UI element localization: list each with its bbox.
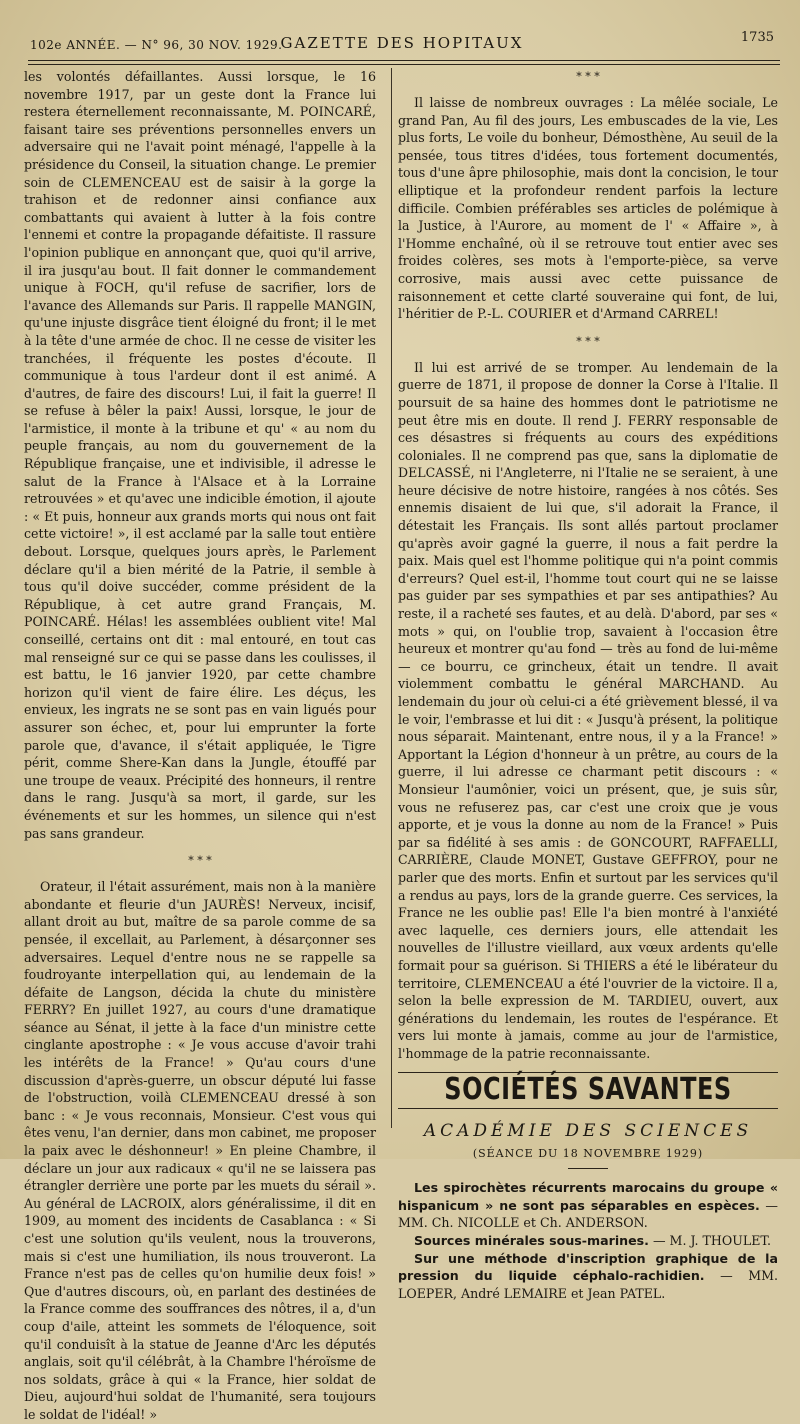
section-title: SOCIÉTÉS SAVANTES [444, 1071, 732, 1107]
page-header [22, 30, 782, 56]
communication-entry [398, 1232, 778, 1250]
communication-authors: — MM. LOEPER, André LEMAIRE et Jean PATEL. [398, 1268, 778, 1301]
header-rule [28, 60, 780, 61]
section-stars: * * * [188, 854, 212, 868]
page-number: 1735 [740, 30, 774, 45]
communication-authors: — MM. Ch. NICOLLE et Ch. ANDERSON. [398, 1197, 778, 1231]
communication-title: Les spirochètes récurrents marocains du groupe « hispanicum » ne sont pas séparables en espèces. [398, 1180, 778, 1213]
journal-title: GAZETTE DES HOPITAUX [280, 34, 524, 52]
right-column [398, 68, 778, 1302]
issue-info: 102e ANNÉE. — N° 96, 30 NOV. 1929. [30, 38, 283, 52]
communication-entry [398, 1250, 778, 1303]
communication-authors: — M. J. THOULET. [648, 1233, 771, 1249]
session-date: (SÉANCE DU 18 NOVEMBRE 1929) [472, 1146, 704, 1160]
article-paragraph: Orateur, il l'était assurément, mais non à la manière abondante et fleurie d'un JAURÈS! Nerveux, incisif, allant droit au but, maître de sa parole comme de sa pensée, il excellait, au Parlement, à désarçonner ses adversaires. Lequel d'entre nous ne se rappelle sa foudroyante interpellation qui, au lendemain de la défaite de Langson, décida la chute du ministère FERRY? En juillet 1927, au cours d'une dramatique séance au Sénat, il jette à la face d'un ministre cette cinglante apostrophe : « Je vous accuse d'avoir trahi les intérêts de la France! » Qu'au cours d'une discussion d'après-guerre, un obscur député lui fasse de l'obstruction, voilà CLEMENCEAU dressé à son banc : « Je vous reconnais, Monsieur. C'est vous qui êtes venu, l'an dernier, dans mon cabinet, me proposer la paix avec le déshonneur! » En pleine Chambre, il déclare un jour aux radicaux « qu'il ne se laissera pas étrangler derrière une porte par les muets du sérail ». Au général de LACROIX, alors généralissime, il dit en 1909, au moment des incidents de Casablanca : « Si c'est une solution qu'ils veulent, nous la trouverons, mais si c'est une humiliation, ils nous trouveront. La France n'est pas de celles qu'on humilie deux fois! » Que d'autres discours, où, en parlant des destinées de la France comme des souffrances des nôtres, il a, d'un coup d'aile, atteint les sommets de l'éloquence, soit qu'il conduisît à la statue de Jeanne d'Arc les députés anglais, soit qu'il célébrât, à la Chambre l'héroïsme de nos soldats, grâce à qui « la France, hier soldat de Dieu, aujourd'hui soldat de l'humanité, sera toujours le soldat de l'idéal! » [24, 879, 376, 1422]
short-rule [568, 1168, 608, 1169]
header-rule-thin [28, 64, 780, 65]
article-paragraph: les volontés défaillantes. Aussi lorsque, le 16 novembre 1917, par un geste dont la France lui restera éternellement reconnaissante, M. POINCARÉ, faisant taire ses préventions personnelles envers un adversaire qui ne l'avait point ménagé, l'appelle à la présidence du Conseil, la situation change. Le premier soin de CLEMENCEAU est de saisir à la gorge la trahison et de redonner ainsi confiance aux combattants qui avaient à lutter à la fois contre l'ennemi et contre la propagande défaitiste. Il rassure l'opinion publique en annonçant que, quoi qu'il arrive, il ira jusqu'au bout. Il fait donner le commandement unique à FOCH, qu'il refuse de sacrifier, lors de l'avance des Allemands sur Paris. Il rappelle MANGIN, qu'une injuste disgrâce tient éloigné du front; il le met à la tête d'une armée de choc. Il ne cesse de visiter les tranchées, il fréquente les postes d'écoute. Il communique à tous l'ardeur dont il est animé. A d'autres, de faire des discours! Lui, il fait la guerre! Il se refuse à bêler la paix! Aussi, lorsque, le jour de l'armistice, il monte à la tribune et qu' « au nom du peuple français, au nom du gouvernement de la République française, une et indivisible, il adresse le salut de la France à l'Alsace et à la Lorraine retrouvées » et qu'avec une indicible émotion, il ajoute : « Et puis, honneur aux grands morts qui nous ont fait cette victoire! », il est acclamé par la salle tout entière debout. Lorsque, quelques jours après, le Parlement déclare qu'il a bien mérité de la Patrie, il semble à tous qu'il doive succéder, comme président de la République, à cet autre grand Français, M. POINCARÉ. Hélas! les assemblées oublient vite! Mal conseillé, certains ont dit : mal entouré, en tout cas mal renseigné sur ce qui se passe dans les coulisses, il est battu, le 16 janvier 1920, par cette chambre horizon qu'il vient de faire élire. Les déçus, les envieux, les ingrats ne se sont pas en vain ligués pour assurer son échec, et, pour lui emprunter la forte parole que, d'avance, il s'était appliquée, le Tigre périt, comme Shere-Kan dans la Jungle, étouffé par une troupe de veaux. Précipité des honneurs, il rentre dans le rang. Jusqu'à sa mort, il garde, sur les événements et sur les hommes, un silence qui n'est pas sans grandeur. [24, 69, 376, 841]
section-stars: * * * [576, 70, 600, 83]
communication-title: Sur une méthode d'inscription graphique de la pression du liquide céphalo-rachidien. [398, 1250, 778, 1284]
column-divider [391, 68, 392, 1128]
article-paragraph: Il laisse de nombreux ouvrages : La mêlée sociale, Le grand Pan, Au fil des jours, Les embuscades de la vie, Les plus forts, Le voile du bonheur, Démosthène, Au seuil de la pensée, tous titres d'idées, tous fortement documentés, tous d'une âpre philosophie, mais dont la concision, le tour elliptique et la profondeur rendent parfois la lecture difficile. Combien préférables ses articles de polémique à la Justice, à l'Aurore, au moment de l' « Affaire », à l'Homme enchaîné, où il se retrouve tout entier avec ses froides colères, ses mots à l'emporte-pièce, sa verve corrosive, mais aussi avec cette puissance de raisonnement et cette clarté souveraine qui font, de lui, l'héritier de P.-L. COURIER et d'Armand CARREL! [398, 95, 778, 322]
section-stars: * * * [576, 334, 600, 348]
left-column [24, 68, 376, 1424]
section-heading-box [398, 1072, 778, 1109]
article-paragraph: Il lui est arrivé de se tromper. Au lendemain de la guerre de 1871, il propose de donner la Corse à l'Italie. Il poursuit de sa haine des hommes dont le patriotisme ne peut être mis en doute. Il rend J. FERRY responsable de ces désastres si fréquents au cours des expéditions coloniales. Il ne comprend pas que, sans la diplomatie de DELCASSÉ, ni l'Angleterre, ni l'Italie ne se seraient, à une heure décisive de notre histoire, rangées à nos côtés. Ses ennemis disaient de lui que, s'il adorait la France, il détestait les Français. Ils sont allés partout proclamer qu'après avoir gagné la guerre, il nous a fait perdre la paix. Mais quel est l'homme politique qui n'a point commis d'erreurs? Quel est-il, l'homme tout court qui ne se laisse pas guider par ses sympathies et par ses antipathies? Au reste, il a racheté ses fautes, et au delà. D'abord, par ses « mots » qui, on l'oublie trop, savaient à l'occasion être heureux et montrer qu'au fond — très au fond de lui-même — ce bourru, ce grincheux, était un tendre. Il avait violemment combattu le général MARCHAND. Au lendemain du jour où celui-ci a été grièvement blessé, il va le voir, l'embrasse et lui dit : « Jusqu'à présent, la politique nous séparait. Maintenant, entre nous, il y a la France! » Apportant la Légion d'honneur à un prêtre, au cours de la guerre, il lui adresse ce charmant petit discours : « Monsieur l'aumônier, voici un présent, que, je suis sûr, vous ne refuserez pas, car c'est une croix que je vous apporte, et je vous la donne au nom de la France! » Puis par sa fidélité à ses amis : de GONCOURT, RAFFAELLI, CARRIÈRE, Claude MONET, Gustave GEFFROY, pour ne parler que des morts. Enfin et surtout par les services qu'il a rendus au pays, lors de la grande guerre. Ces services, la France ne les oublie pas! Elle l'a bien montré à l'anxiété avec laquelle, ces derniers jours, elle attendait les nouvelles de l'illustre vieillard, aux vœux ardents qu'elle formait pour sa guérison. Si THIERS a été le libérateur du territoire, CLEMENCEAU a été l'ouvrier de la victoire. Il a, selon la belle expression de M. TARDIEU, ouvert, aux générations du lendemain, les routes de l'espérance. Et vers lui monte à jamais, comme au jour de l'armistice, l'hommage de la patrie reconnaissante. [398, 359, 778, 1061]
academy-heading: ACADÉMIE DES SCIENCES [423, 1121, 753, 1142]
communication-entry [398, 1179, 778, 1232]
communication-title: Sources minérales sous-marines. [414, 1233, 649, 1249]
